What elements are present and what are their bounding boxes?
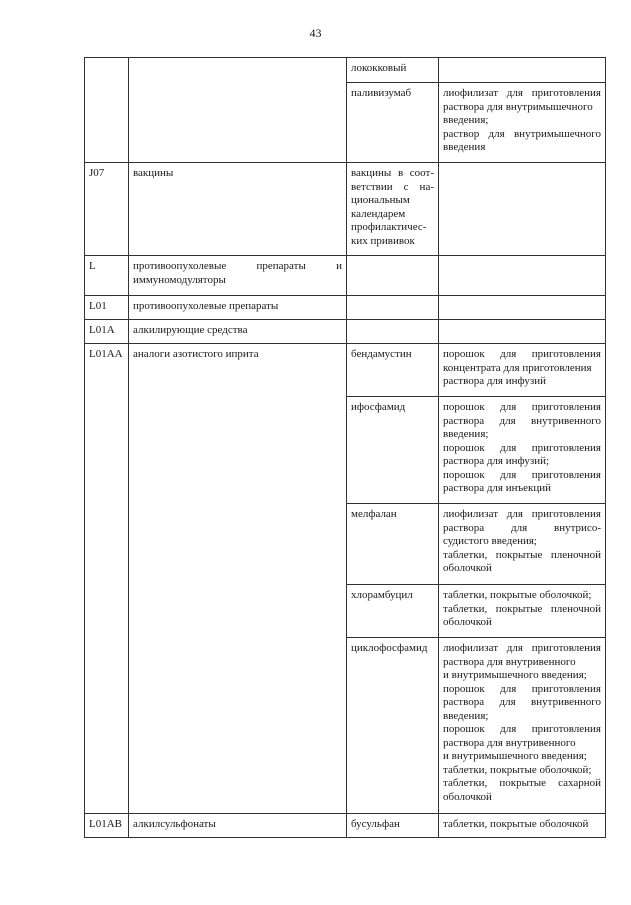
dosage-form-line: порошок для приготовления [443,348,601,360]
table-row [85,344,606,397]
dosage-form-cell [439,585,606,638]
table-row [85,296,606,320]
dosage-form-line: раствора для внутривенного [443,696,601,708]
drug-name-cell: паливизумаб [347,83,439,163]
drug-name-line: вакцины в соот- [351,167,434,179]
dosage-form-line: введения [443,141,486,153]
drug-name-cell [347,256,439,296]
table-row [85,163,606,256]
dosage-form-line: лиофилизат для приготовления [443,87,601,99]
dosage-form-line: таблетки, покрытые оболочкой [443,818,589,830]
dosage-form-line: раствора для инъекций [443,482,552,494]
dosage-form-cell [439,814,606,838]
dosage-form-cell [439,58,606,83]
table-row [85,320,606,344]
dosage-form-cell [439,397,606,504]
drug-name-cell [347,296,439,320]
group-name-cell: аналоги азотистого иприта [129,344,347,814]
drug-name-cell: лококковый [347,58,439,83]
dosage-form-line: введения; [443,709,489,722]
table-row [85,256,606,296]
dosage-form-cell [439,344,606,397]
drug-name-cell: бусульфан [347,814,439,838]
atc-code-cell: L [85,256,129,296]
group-name-cell [129,256,347,296]
drug-name-cell: ифосфамид [347,397,439,504]
dosage-form-line: оболочкой [443,616,492,628]
drug-name-line: циональным [351,194,410,206]
dosage-form-line: порошок для приготовления [443,468,601,481]
dosage-form-line: раствора для инфузий; [443,455,550,467]
dosage-form-line: раствора для внутрисо- [443,521,601,534]
dosage-form-line: порошок для приготовления [443,723,601,735]
group-name-line: иммуномодуляторы [133,273,226,286]
dosage-form-line: таблетки, покрытые сахарной [443,777,601,789]
group-name-cell: алкилирующие средства [129,320,347,344]
group-name-cell: вакцины [129,163,347,256]
drug-name-cell [347,320,439,344]
dosage-form-line: лиофилизат для приготовления [443,642,601,654]
atc-code-cell: L01 [85,296,129,320]
dosage-form-line: раствора для инфузий [443,375,546,387]
dosage-form-line: таблетки, покрытые пленочной [443,548,601,561]
drug-name-cell: мелфалан [347,504,439,585]
group-name-line: противоопухолевые препараты и [133,260,342,272]
drug-name-line: ветствии с на- [351,180,434,193]
dosage-form-line: раствора для внутривенного [443,655,576,668]
dosage-form-line: оболочкой [443,790,492,803]
atc-code-cell: J07 [85,163,129,256]
atc-code-cell: L01AB [85,814,129,838]
drug-name-line: ких прививок [351,234,415,247]
dosage-form-line: судистого введения; [443,535,537,547]
dosage-form-line: и внутримышечного введения; [443,750,587,762]
atc-code-cell [85,58,129,163]
dosage-form-line: порошок для приготовления [443,682,601,695]
table-row [85,814,606,838]
drug-table [84,57,606,838]
dosage-form-cell [439,296,606,320]
group-name-cell: противоопухолевые препараты [129,296,347,320]
dosage-form-line: оболочкой [443,562,492,574]
dosage-form-cell [439,638,606,814]
dosage-form-line: раствор для внутримышечного [443,127,601,140]
page-number: 43 [309,26,322,40]
dosage-form-line: раствора для внутривенного [443,736,576,749]
dosage-form-line: таблетки, покрытые пленочной [443,602,601,615]
dosage-form-cell [439,256,606,296]
group-name-cell: алкилсульфонаты [129,814,347,838]
dosage-form-cell [439,83,606,163]
dosage-form-line: и внутримышечного введения; [443,669,587,681]
dosage-form-line: таблетки, покрытые оболочкой; [443,763,592,776]
drug-name-cell: хлорамбуцил [347,585,439,638]
dosage-form-line: раствора для внутримышечного [443,100,593,113]
dosage-form-cell [439,504,606,585]
atc-code-cell: L01A [85,320,129,344]
dosage-form-cell [439,163,606,256]
table-row [85,58,606,83]
drug-name-cell [347,163,439,256]
group-name-cell [129,58,347,163]
dosage-form-line: концентрата для приготовления [443,361,592,374]
drug-name-line: календарем [351,207,406,220]
dosage-form-line: порошок для приготовления [443,441,601,454]
drug-name-cell: бендамустин [347,344,439,397]
drug-name-line: профилактичес- [351,221,427,233]
dosage-form-line: лиофилизат для приготовления [443,508,601,520]
dosage-form-line: введения; [443,428,489,440]
dosage-form-line: таблетки, покрытые оболочкой; [443,589,592,601]
drug-name-cell: циклофосфамид [347,638,439,814]
dosage-form-line: введения; [443,114,489,126]
atc-code-cell: L01AA [85,344,129,814]
dosage-form-line: раствора для внутривенного [443,414,601,427]
dosage-form-line: порошок для приготовления [443,401,601,413]
dosage-form-cell [439,320,606,344]
